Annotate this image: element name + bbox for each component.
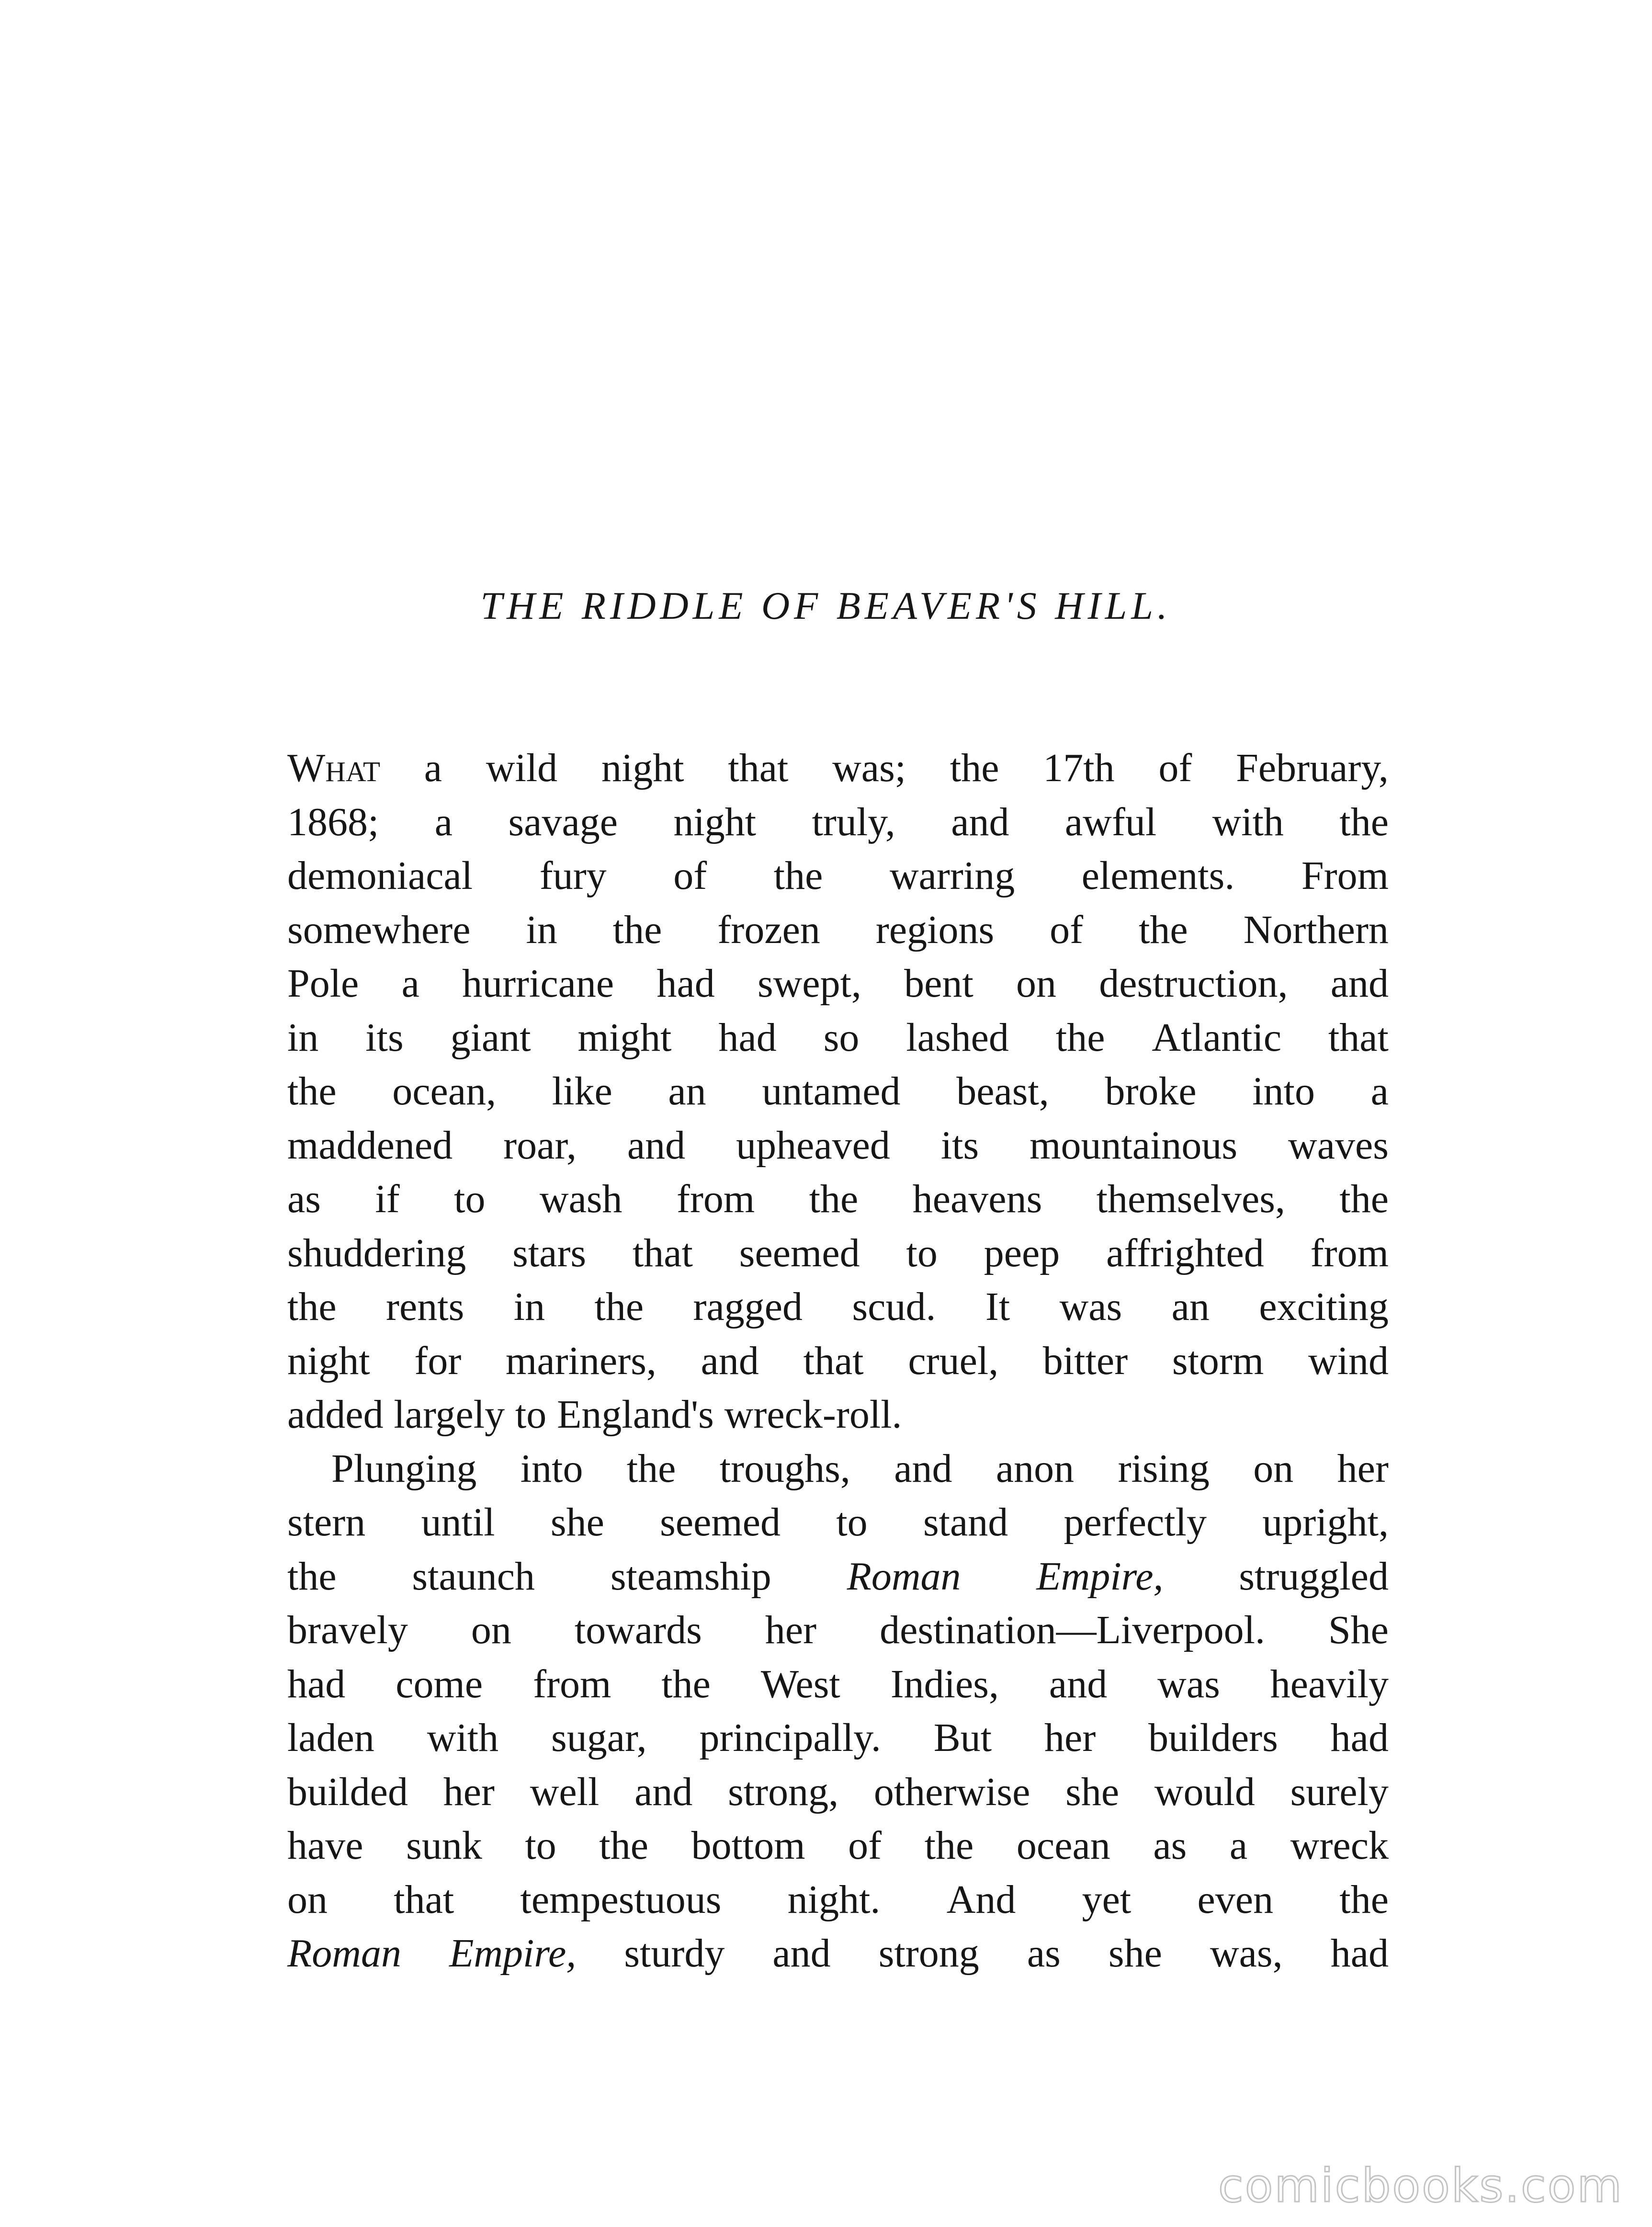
text-line xyxy=(287,957,1389,1011)
word: tempestuous xyxy=(520,1877,722,1922)
word: scud. xyxy=(852,1284,936,1329)
word: to xyxy=(906,1230,938,1275)
word: night. xyxy=(787,1877,881,1922)
word: her xyxy=(443,1769,495,1814)
word: in xyxy=(526,907,557,952)
word: and xyxy=(1330,961,1389,1006)
word: as xyxy=(1153,1823,1187,1868)
word: Indies, xyxy=(890,1661,999,1706)
word: lashed xyxy=(906,1015,1009,1060)
word: had xyxy=(656,961,715,1006)
word: Roman xyxy=(847,1554,961,1599)
word: Plunging xyxy=(331,1446,477,1491)
word: from xyxy=(676,1177,755,1221)
word: surely xyxy=(1290,1769,1389,1814)
word: even xyxy=(1197,1877,1274,1922)
word: Roman xyxy=(287,1931,401,1976)
word: February, xyxy=(1236,746,1389,790)
word: seemed xyxy=(660,1500,781,1545)
word: wreck xyxy=(1290,1823,1389,1868)
word: Atlantic xyxy=(1152,1015,1282,1060)
word: builded xyxy=(287,1769,408,1814)
word: the xyxy=(1139,907,1188,952)
word: had xyxy=(718,1015,777,1060)
word: West xyxy=(760,1661,840,1706)
word: a xyxy=(1370,1069,1389,1114)
word: and xyxy=(894,1446,952,1491)
word: elements. xyxy=(1081,853,1235,898)
chapter-title: THE RIDDLE OF BEAVER'S HILL. xyxy=(480,584,1172,627)
word: swept, xyxy=(757,961,861,1006)
word: upright, xyxy=(1262,1500,1389,1545)
word: cruel, xyxy=(908,1338,999,1383)
text-line xyxy=(287,849,1389,903)
text-line xyxy=(287,1873,1389,1927)
word: maddened xyxy=(287,1123,453,1168)
word: staunch xyxy=(412,1554,535,1599)
word: exciting xyxy=(1259,1284,1389,1329)
word: night xyxy=(673,799,757,844)
word: sunk xyxy=(406,1823,482,1868)
word: troughs, xyxy=(719,1446,850,1491)
word: the xyxy=(626,1446,676,1491)
word: her xyxy=(1044,1716,1096,1760)
word: giant xyxy=(450,1015,531,1060)
word: on xyxy=(1016,961,1056,1006)
word: upheaved xyxy=(736,1123,890,1168)
word: like xyxy=(552,1069,612,1114)
word: she xyxy=(1108,1931,1162,1976)
word: Empire, xyxy=(449,1931,577,1976)
word: come xyxy=(396,1661,483,1706)
word: stern xyxy=(287,1500,366,1545)
word: warring xyxy=(889,853,1015,898)
word: bent xyxy=(904,961,973,1006)
word: and xyxy=(627,1123,686,1168)
word: wind xyxy=(1308,1338,1389,1383)
word: mountainous xyxy=(1030,1123,1238,1168)
word: strong xyxy=(878,1931,979,1976)
word: wreck-roll. xyxy=(724,1392,902,1437)
word: builders xyxy=(1148,1716,1278,1760)
word: her xyxy=(765,1608,817,1652)
word: towards xyxy=(574,1608,702,1652)
word: its xyxy=(365,1015,404,1060)
word: somewhere xyxy=(287,907,471,952)
word: roar, xyxy=(503,1123,577,1168)
text-line xyxy=(287,1172,1389,1227)
word: ocean, xyxy=(392,1069,497,1114)
text-line xyxy=(287,1442,1389,1496)
word: struggled xyxy=(1239,1554,1389,1599)
word: if xyxy=(375,1177,400,1221)
text-line xyxy=(287,1711,1389,1765)
word: ocean xyxy=(1016,1823,1110,1868)
word: might xyxy=(577,1015,672,1060)
word: untamed xyxy=(762,1069,901,1114)
word: of xyxy=(1050,907,1084,952)
word: And xyxy=(946,1877,1016,1922)
word: rising xyxy=(1118,1446,1210,1491)
word: waves xyxy=(1288,1123,1389,1168)
word: have xyxy=(287,1823,363,1868)
word: for xyxy=(414,1338,462,1383)
word: stand xyxy=(923,1500,1008,1545)
word: seemed xyxy=(739,1230,860,1275)
word: affrighted xyxy=(1106,1230,1264,1275)
word: 1868; xyxy=(287,799,379,844)
word: and xyxy=(701,1338,759,1383)
word: the xyxy=(1339,1177,1389,1221)
word: its xyxy=(940,1123,979,1168)
word: was xyxy=(1157,1661,1220,1706)
word: destruction, xyxy=(1099,961,1288,1006)
word: shuddering xyxy=(287,1230,466,1275)
word: peep xyxy=(984,1230,1060,1275)
word: truly, xyxy=(812,799,895,844)
text-line xyxy=(287,1927,1389,1981)
word: as xyxy=(287,1177,321,1221)
text-line xyxy=(287,795,1389,850)
word: and xyxy=(772,1931,831,1976)
word: bitter xyxy=(1042,1338,1128,1383)
word: 17th xyxy=(1043,746,1115,790)
word: storm xyxy=(1172,1338,1264,1383)
word: had xyxy=(1330,1716,1389,1760)
word: sugar, xyxy=(551,1716,647,1760)
word: a xyxy=(1229,1823,1248,1868)
word: bottom xyxy=(691,1823,805,1868)
word: England's xyxy=(557,1392,714,1437)
text-line xyxy=(287,1388,1389,1442)
word: well xyxy=(530,1769,600,1814)
word: added xyxy=(287,1392,384,1437)
text-line xyxy=(287,1496,1389,1550)
word: the xyxy=(661,1661,711,1706)
word: bravely xyxy=(287,1608,408,1652)
word: hurricane xyxy=(462,961,614,1006)
word: to xyxy=(515,1392,547,1437)
word: night xyxy=(601,746,684,790)
word: the xyxy=(287,1069,337,1114)
word: to xyxy=(454,1177,486,1221)
word: the xyxy=(1339,799,1389,844)
word: a xyxy=(434,799,453,844)
word: of xyxy=(673,853,707,898)
word: mariners, xyxy=(506,1338,656,1383)
word: that xyxy=(632,1230,693,1275)
word: the xyxy=(287,1284,337,1329)
word: in xyxy=(287,1015,319,1060)
word: themselves, xyxy=(1096,1177,1285,1221)
word: to xyxy=(836,1500,868,1545)
word: an xyxy=(668,1069,706,1114)
word: a xyxy=(424,746,442,790)
word: and xyxy=(951,799,1009,844)
word: would xyxy=(1154,1769,1255,1814)
word: that xyxy=(728,746,789,790)
text-line xyxy=(287,903,1389,957)
word: had xyxy=(287,1661,346,1706)
text-line xyxy=(287,1011,1389,1065)
word: beast, xyxy=(956,1069,1049,1114)
word: from xyxy=(1310,1230,1389,1275)
text-line xyxy=(287,1658,1389,1712)
word: broke xyxy=(1105,1069,1197,1114)
word: But xyxy=(933,1716,992,1760)
word: she xyxy=(550,1500,604,1545)
text-line xyxy=(287,1603,1389,1658)
word: the xyxy=(599,1823,648,1868)
word: awful xyxy=(1064,799,1157,844)
word: laden xyxy=(287,1716,374,1760)
word: on xyxy=(1253,1446,1294,1491)
word: so xyxy=(823,1015,860,1060)
word: strong, xyxy=(728,1769,839,1814)
word: was xyxy=(1059,1284,1122,1329)
word: the xyxy=(809,1177,859,1221)
word: was; xyxy=(832,746,906,790)
word: Northern xyxy=(1243,907,1389,952)
word: with xyxy=(427,1716,499,1760)
text-line xyxy=(287,1334,1389,1388)
text-line xyxy=(287,1227,1389,1281)
word: she xyxy=(1065,1769,1120,1814)
watermark-logo: comicbooks.com xyxy=(1218,2159,1623,2213)
word: destination—Liverpool. xyxy=(880,1608,1265,1652)
word: the xyxy=(1339,1877,1389,1922)
word: was, xyxy=(1210,1931,1283,1976)
word: of xyxy=(848,1823,882,1868)
word: yet xyxy=(1082,1877,1132,1922)
word: to xyxy=(525,1823,556,1868)
body-text xyxy=(287,741,1389,1981)
word: the xyxy=(287,1554,337,1599)
word: the xyxy=(924,1823,974,1868)
word: steamship xyxy=(610,1554,771,1599)
word: the xyxy=(612,907,662,952)
word: frozen xyxy=(717,907,820,952)
word: perfectly xyxy=(1064,1500,1207,1545)
word: on xyxy=(471,1608,511,1652)
word: regions xyxy=(875,907,995,952)
word: and xyxy=(634,1769,693,1814)
opening-word: What xyxy=(287,746,380,790)
word: as xyxy=(1027,1931,1061,1976)
word: in xyxy=(513,1284,545,1329)
word: principally. xyxy=(699,1716,881,1760)
word: ragged xyxy=(693,1284,803,1329)
text-line xyxy=(287,1765,1389,1819)
word: rents xyxy=(386,1284,464,1329)
word: heavens xyxy=(912,1177,1042,1221)
word: anon xyxy=(996,1446,1075,1491)
word: into xyxy=(520,1446,583,1491)
word: fury xyxy=(539,853,607,898)
word: Empire, xyxy=(1036,1554,1164,1599)
word: her xyxy=(1337,1446,1389,1491)
word: stars xyxy=(512,1230,587,1275)
text-line xyxy=(287,741,1389,795)
word: an xyxy=(1171,1284,1210,1329)
word: From xyxy=(1301,853,1389,898)
text-line xyxy=(287,1550,1389,1604)
word: otherwise xyxy=(873,1769,1030,1814)
word: sturdy xyxy=(624,1931,725,1976)
word: had xyxy=(1330,1931,1389,1976)
word: wash xyxy=(539,1177,622,1221)
word: demoniacal xyxy=(287,853,473,898)
word: heavily xyxy=(1270,1661,1389,1706)
word: the xyxy=(1055,1015,1105,1060)
word: Pole xyxy=(287,961,359,1006)
word: that xyxy=(803,1338,864,1383)
word: on xyxy=(287,1877,328,1922)
word: and xyxy=(1049,1661,1108,1706)
word: with xyxy=(1212,799,1284,844)
word: It xyxy=(985,1284,1010,1329)
word: until xyxy=(421,1500,495,1545)
word: that xyxy=(1328,1015,1389,1060)
word: that xyxy=(394,1877,454,1922)
text-line xyxy=(287,1280,1389,1334)
text-line xyxy=(287,1119,1389,1173)
word: the xyxy=(773,853,823,898)
word: largely xyxy=(394,1392,505,1437)
word: a xyxy=(401,961,419,1006)
word: the xyxy=(950,746,999,790)
word: wild xyxy=(486,746,558,790)
text-line xyxy=(287,1065,1389,1119)
word: the xyxy=(594,1284,644,1329)
word: night xyxy=(287,1338,370,1383)
word: into xyxy=(1252,1069,1315,1114)
word: She xyxy=(1328,1608,1389,1652)
word: from xyxy=(533,1661,611,1706)
text-line xyxy=(287,1819,1389,1873)
word: of xyxy=(1158,746,1192,790)
word: savage xyxy=(508,799,618,844)
